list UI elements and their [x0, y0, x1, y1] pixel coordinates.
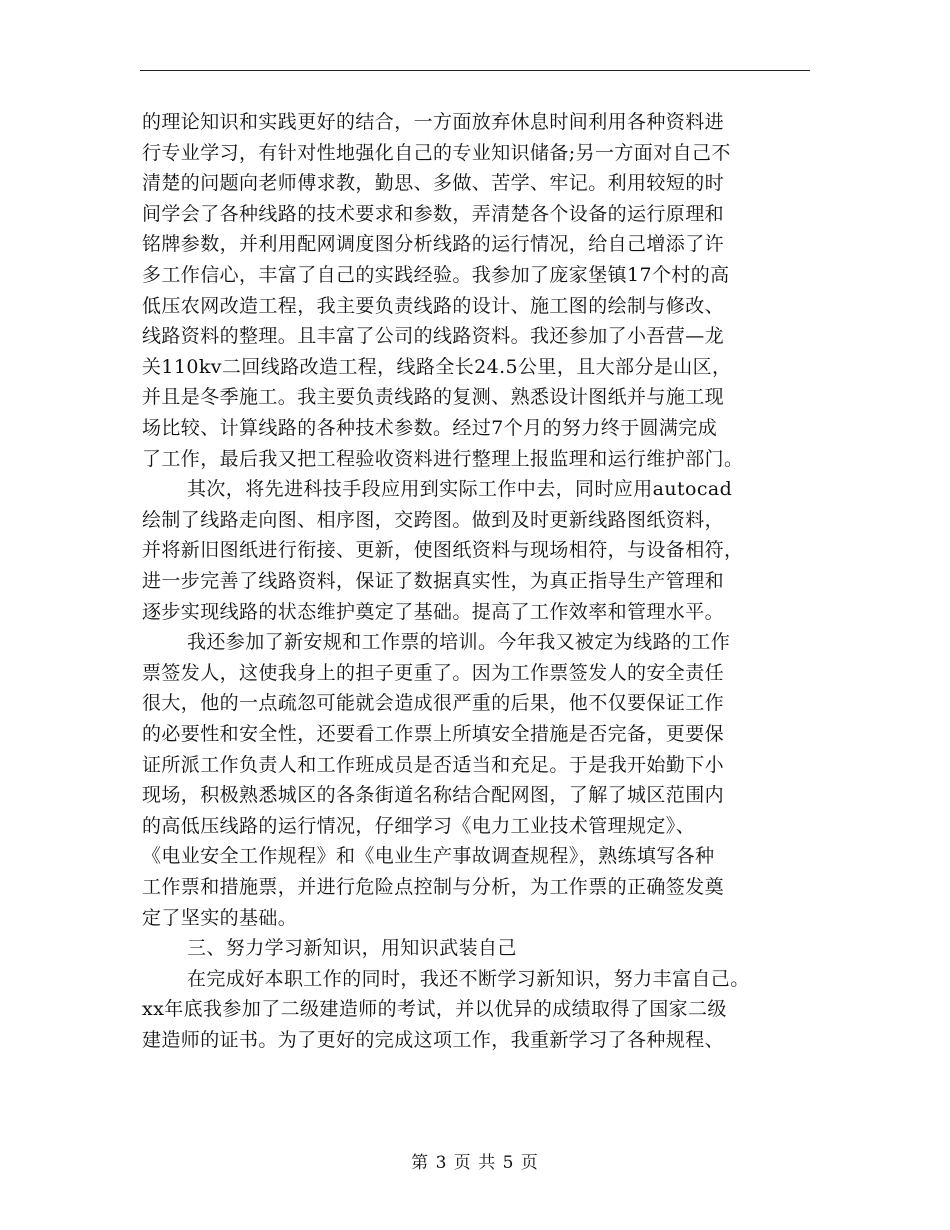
- body-line: 在完成好本职工作的同时，我还不断学习新知识，努力丰富自己。: [187, 967, 750, 990]
- body-line: 其次，将先进科技手段应用到实际工作中去，同时应用autocad: [187, 478, 733, 501]
- body-line: 三、努力学习新知识，用知识武装自己: [187, 937, 517, 960]
- body-line: 的高低压线路的运行情况，仔细学习《电力工业技术管理规定》、: [142, 814, 696, 837]
- body-line: 并且是冬季施工。我主要负责线路的复测、熟悉设计图纸并与施工现: [142, 386, 725, 409]
- body-line: 票签发人，这使我身上的担子更重了。因为工作票签发人的安全责任: [142, 661, 725, 684]
- body-line: 线路资料的整理。且丰富了公司的线路资料。我还参加了小吾营—龙: [142, 325, 725, 348]
- body-line: 我还参加了新安规和工作票的培训。今年我又被定为线路的工作: [187, 631, 731, 654]
- body-line: 进一步完善了线路资料，保证了数据真实性，为真正指导生产管理和: [142, 570, 725, 592]
- body-line: 逐步实现线路的状态维护奠定了基础。提高了工作效率和管理水平。: [142, 600, 725, 623]
- body-line: 《电业安全工作规程》和《电业生产事故调查规程》，熟练填写各种: [142, 845, 715, 868]
- body-line: 工作票和措施票，并进行危险点控制与分析，为工作票的正确签发奠: [142, 876, 725, 898]
- body-line: 清楚的问题向老师傅求教，勤思、多做、苦学、牢记。利用较短的时: [142, 172, 725, 195]
- body-line: 低压农网改造工程，我主要负责线路的设计、施工图的绘制与修改、: [142, 294, 725, 317]
- body-line: xx年底我参加了二级建造师的考试，并以优异的成绩取得了国家二级: [142, 998, 727, 1021]
- body-line: 建造师的证书。为了更好的完成这项工作，我重新学习了各种规程、: [142, 1029, 725, 1051]
- body-line: 的必要性和安全性，还要看工作票上所填安全措施是否完备，更要保: [142, 723, 725, 745]
- body-line: 并将新旧图纸进行衔接、更新，使图纸资料与现场相符，与设备相符，: [142, 539, 744, 562]
- body-line: 的理论知识和实践更好的结合，一方面放弃休息时间利用各种资料进: [142, 111, 725, 133]
- body-line: 间学会了各种线路的技术要求和参数，弄清楚各个设备的运行原理和: [142, 202, 725, 225]
- body-line: 了工作，最后我又把工程验收资料进行整理上报监理和运行维护部门。: [142, 447, 744, 470]
- body-line: 行专业学习，有针对性地强化自己的专业知识储备;另一方面对自己不: [142, 141, 731, 164]
- body-line: 定了坚实的基础。: [142, 906, 298, 929]
- body-line: 证所派工作负责人和工作班成员是否适当和充足。于是我开始勤下小: [142, 753, 725, 776]
- body-line: 场比较、计算线路的各种技术参数。经过7个月的努力终于圆满完成: [142, 417, 718, 439]
- page-number-footer: 第 3 页 共 5 页: [411, 1153, 539, 1173]
- body-line: 现场，积极熟悉城区的各条街道名称结合配网图，了解了城区范围内: [142, 784, 725, 807]
- body-line: 铭牌参数，并利用配网调度图分析线路的运行情况，给自己增添了许: [142, 233, 725, 256]
- body-line: 关110kv二回线路改造工程，线路全长24.5公里，且大部分是山区，: [142, 355, 732, 378]
- body-line: 绘制了线路走向图、相序图，交跨图。做到及时更新线路图纸资料，: [142, 508, 725, 531]
- body-line: 多工作信心，丰富了自己的实践经验。我参加了庞家堡镇17个村的高: [142, 264, 730, 286]
- body-line: 很大，他的一点疏忽可能就会造成很严重的后果，他不仅要保证工作: [142, 692, 725, 715]
